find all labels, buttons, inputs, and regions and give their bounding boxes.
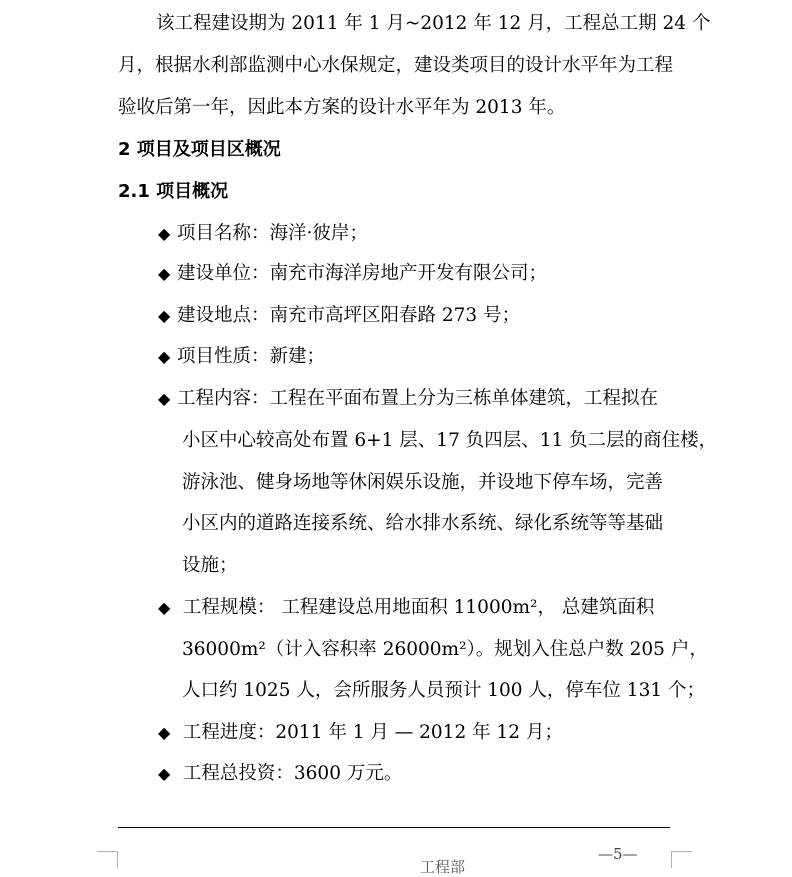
bullet-item-content bbox=[158, 387, 658, 411]
bullet-text: 工程内容：工程在平面布置上分为三栋单体建筑，工程拟在 bbox=[177, 388, 659, 409]
diamond-bullet-icon: ◆ bbox=[158, 224, 171, 243]
paragraph-line: 月，根据水利部监测中心水保规定，建设类项目的设计水平年为工程 bbox=[118, 55, 674, 76]
paragraph-line: 验收后第一年，因此本方案的设计水平年为 2013 年。 bbox=[118, 97, 566, 118]
bullet-item-name bbox=[158, 222, 368, 246]
bullet-item-schedule bbox=[158, 721, 563, 745]
crop-mark-left bbox=[97, 851, 118, 868]
bullet-continuation: 小区内的道路连接系统、给水排水系统、绿化系统等等基础 bbox=[182, 513, 664, 534]
bullet-item-nature bbox=[158, 345, 325, 369]
crop-mark-right bbox=[671, 851, 692, 868]
bullet-text: 工程规模： 工程建设总用地面积 11000m²， 总建筑面积 bbox=[177, 597, 655, 618]
diamond-bullet-icon: ◆ bbox=[158, 347, 171, 366]
bullet-item-scale bbox=[158, 596, 654, 620]
bullet-item-location bbox=[158, 304, 520, 328]
bullet-text: 工程总投资：3600 万元。 bbox=[177, 763, 403, 784]
bullet-text: 建设地点：南充市高坪区阳春路 273 号； bbox=[177, 305, 521, 326]
subsection-heading: 2.1 项目概况 bbox=[118, 181, 229, 202]
paragraph-line: 该工程建设期为 2011 年 1 月~2012 年 12 月，工程总工期 24 个 bbox=[156, 13, 711, 34]
section-heading: 2 项目及项目区概况 bbox=[118, 139, 281, 160]
diamond-bullet-icon: ◆ bbox=[158, 764, 171, 783]
footer-rule bbox=[118, 827, 670, 828]
bullet-continuation: 设施； bbox=[182, 555, 238, 576]
bullet-text: 建设单位：南充市海洋房地产开发有限公司； bbox=[177, 263, 548, 284]
bullet-text: 项目性质：新建； bbox=[177, 346, 326, 367]
bullet-item-unit bbox=[158, 262, 547, 286]
bullet-item-investment bbox=[158, 762, 402, 786]
bullet-continuation: 游泳池、健身场地等休闲娱乐设施，并设地下停车场，完善 bbox=[182, 472, 664, 493]
diamond-bullet-icon: ◆ bbox=[158, 598, 171, 617]
bullet-text: 项目名称：海洋·彼岸； bbox=[177, 223, 368, 244]
diamond-bullet-icon: ◆ bbox=[158, 723, 171, 742]
bullet-continuation: 36000m²（计入容积率 26000m²）。规划入住总户数 205 户， bbox=[182, 639, 708, 660]
bullet-text: 工程进度：2011 年 1 月 — 2012 年 12 月； bbox=[177, 722, 563, 743]
bullet-continuation: 人口约 1025 人，会所服务人员预计 100 人，停车位 131 个； bbox=[182, 680, 705, 701]
footer-department: 工程部 bbox=[420, 858, 466, 876]
diamond-bullet-icon: ◆ bbox=[158, 389, 171, 408]
diamond-bullet-icon: ◆ bbox=[158, 264, 171, 283]
page-number: —5— bbox=[598, 845, 638, 863]
diamond-bullet-icon: ◆ bbox=[158, 306, 171, 325]
bullet-continuation: 小区中心较高处布置 6+1 层、17 负四层、11 负二层的商住楼， bbox=[182, 430, 718, 451]
